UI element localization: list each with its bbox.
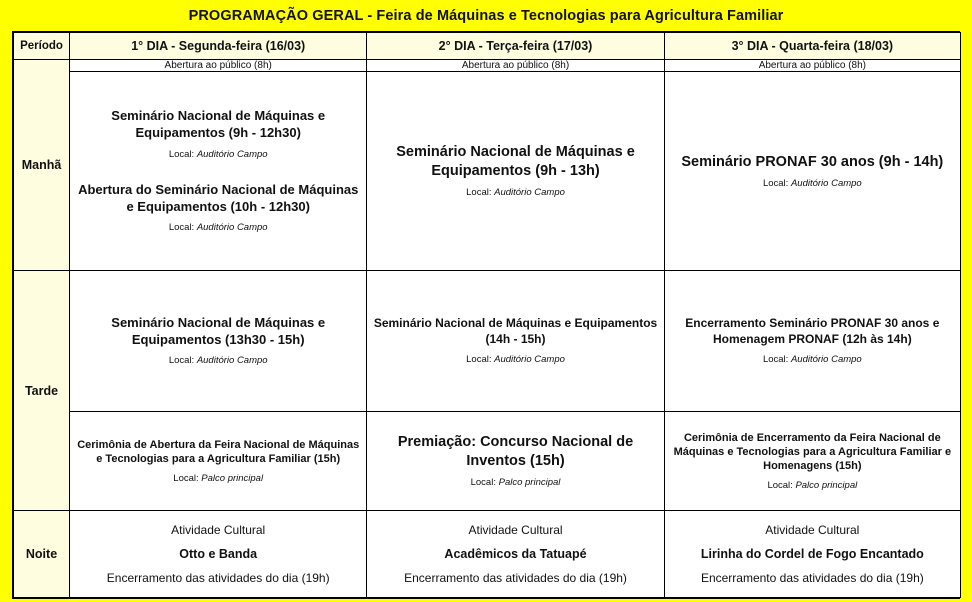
event-block — [70, 311, 366, 371]
opening-note-row — [14, 60, 961, 72]
afternoon-day-2-top — [367, 271, 664, 412]
event-location — [671, 178, 954, 189]
event-block — [367, 312, 663, 369]
header-day-1: 1° DIA - Segunda-feira (16/03) — [70, 33, 367, 60]
night-row — [14, 511, 961, 598]
period-afternoon: Tarde — [14, 271, 70, 511]
event-location-value: Palco principal — [201, 472, 264, 484]
afternoon-bottom-row — [14, 412, 961, 511]
event-location-value: Auditório Campo — [196, 355, 268, 367]
event-title: Cerimônia de Abertura da Feira Nacional de Máquinas e Tecnologias para a Agricultura Familiar (15h) — [77, 438, 360, 465]
event-block — [70, 178, 366, 238]
event-location-label: Local: — [767, 479, 793, 491]
event-location-label: Local: — [466, 187, 492, 199]
event-location — [671, 354, 954, 365]
event-location — [373, 477, 657, 488]
header-day-2: 2° DIA - Terça-feira (17/03) — [367, 33, 664, 60]
afternoon-day-3-top — [664, 271, 960, 412]
night-line-1: Atividade Cultural — [171, 523, 266, 537]
event-location-label: Local: — [168, 355, 195, 367]
event-location-label: Local: — [173, 472, 199, 484]
morning-row — [14, 72, 961, 271]
night-line-3: Encerramento das atividades do dia (19h) — [700, 571, 924, 585]
night-line-2: Otto e Banda — [179, 547, 258, 561]
event-location-label: Local: — [466, 354, 492, 366]
event-location-label: Local: — [470, 477, 496, 489]
event-title: Encerramento Seminário PRONAF 30 anos e Homenagem PRONAF (12h às 14h) — [685, 316, 940, 346]
event-block — [665, 427, 960, 496]
page-title: PROGRAMAÇÃO GERAL - Feira de Máquinas e Tecnologias para Agricultura Familiar — [188, 8, 784, 24]
afternoon-day-1-top — [70, 271, 367, 412]
afternoon-day-2-bottom — [367, 412, 664, 511]
event-block — [70, 104, 366, 164]
header-day-3: 3° DIA - Quarta-feira (18/03) — [664, 33, 960, 60]
schedule-table — [13, 32, 961, 598]
event-location-label: Local: — [168, 148, 195, 160]
event-location — [76, 149, 360, 160]
event-block — [665, 149, 960, 194]
event-block — [367, 429, 663, 492]
afternoon-day-1-bottom — [70, 412, 367, 511]
period-night: Noite — [14, 511, 70, 598]
event-location-value: Auditório Campo — [196, 222, 268, 234]
night-day-1 — [70, 511, 367, 598]
opening-note-day-1: Abertura ao público (8h) — [70, 60, 367, 72]
event-location-value: Palco principal — [498, 477, 561, 489]
event-title: Seminário Nacional de Máquinas e Equipamentos (9h - 12h30) — [111, 108, 326, 140]
header-period: Período — [14, 33, 70, 60]
event-location-value: Auditório Campo — [494, 187, 565, 199]
event-title: Cerimônia de Encerramento da Feira Nacional de Máquinas e Tecnologias para a Agricultura Familiar e Homenagens (15h) — [673, 431, 952, 472]
period-morning: Manhã — [14, 60, 70, 271]
event-location-value: Auditório Campo — [196, 148, 268, 160]
opening-note-day-3: Abertura ao público (8h) — [664, 60, 960, 72]
morning-day-3 — [664, 72, 960, 271]
event-location-value: Palco principal — [795, 479, 858, 491]
event-location-label: Local: — [762, 178, 789, 190]
event-title: Seminário Nacional de Máquinas e Equipamentos (9h - 13h) — [396, 144, 635, 179]
event-location-value: Auditório Campo — [790, 354, 862, 366]
schedule-table-container — [12, 31, 960, 599]
event-location — [373, 187, 657, 198]
night-line-3: Encerramento das atividades do dia (19h) — [404, 571, 627, 585]
night-day-3 — [664, 511, 960, 598]
night-line-3: Encerramento das atividades do dia (19h) — [106, 571, 330, 585]
event-title: Premiação: Concurso Nacional de Inventos (15h) — [397, 434, 634, 469]
event-location — [76, 222, 360, 233]
night-day-2 — [367, 511, 664, 598]
morning-day-2 — [367, 72, 664, 271]
night-line-2: Lirinha do Cordel de Fogo Encantado — [700, 547, 924, 561]
event-location-label: Local: — [762, 354, 789, 366]
event-location — [76, 473, 360, 484]
night-line-1: Atividade Cultural — [765, 523, 860, 537]
afternoon-top-row — [14, 271, 961, 412]
night-line-1: Atividade Cultural — [468, 523, 563, 537]
event-location — [76, 355, 360, 366]
event-title: Seminário PRONAF 30 anos (9h - 14h) — [681, 153, 944, 170]
event-location — [671, 480, 954, 491]
table-header-row — [14, 33, 961, 60]
event-title: Abertura do Seminário Nacional de Máquinas e Equipamentos (10h - 12h30) — [78, 182, 359, 214]
morning-day-1 — [70, 72, 367, 271]
event-block — [367, 139, 663, 202]
afternoon-day-3-bottom — [664, 412, 960, 511]
event-location-label: Local: — [168, 222, 195, 234]
night-line-2: Acadêmicos da Tatuapé — [444, 547, 587, 561]
event-block — [665, 312, 960, 369]
event-location — [373, 354, 657, 365]
event-title: Seminário Nacional de Máquinas e Equipamentos (13h30 - 15h) — [111, 315, 326, 347]
opening-note-day-2: Abertura ao público (8h) — [367, 60, 664, 72]
event-location-value: Auditório Campo — [790, 178, 862, 190]
event-title: Seminário Nacional de Máquinas e Equipamentos (14h - 15h) — [373, 316, 658, 346]
event-block — [70, 434, 366, 489]
event-location-value: Auditório Campo — [494, 354, 565, 366]
